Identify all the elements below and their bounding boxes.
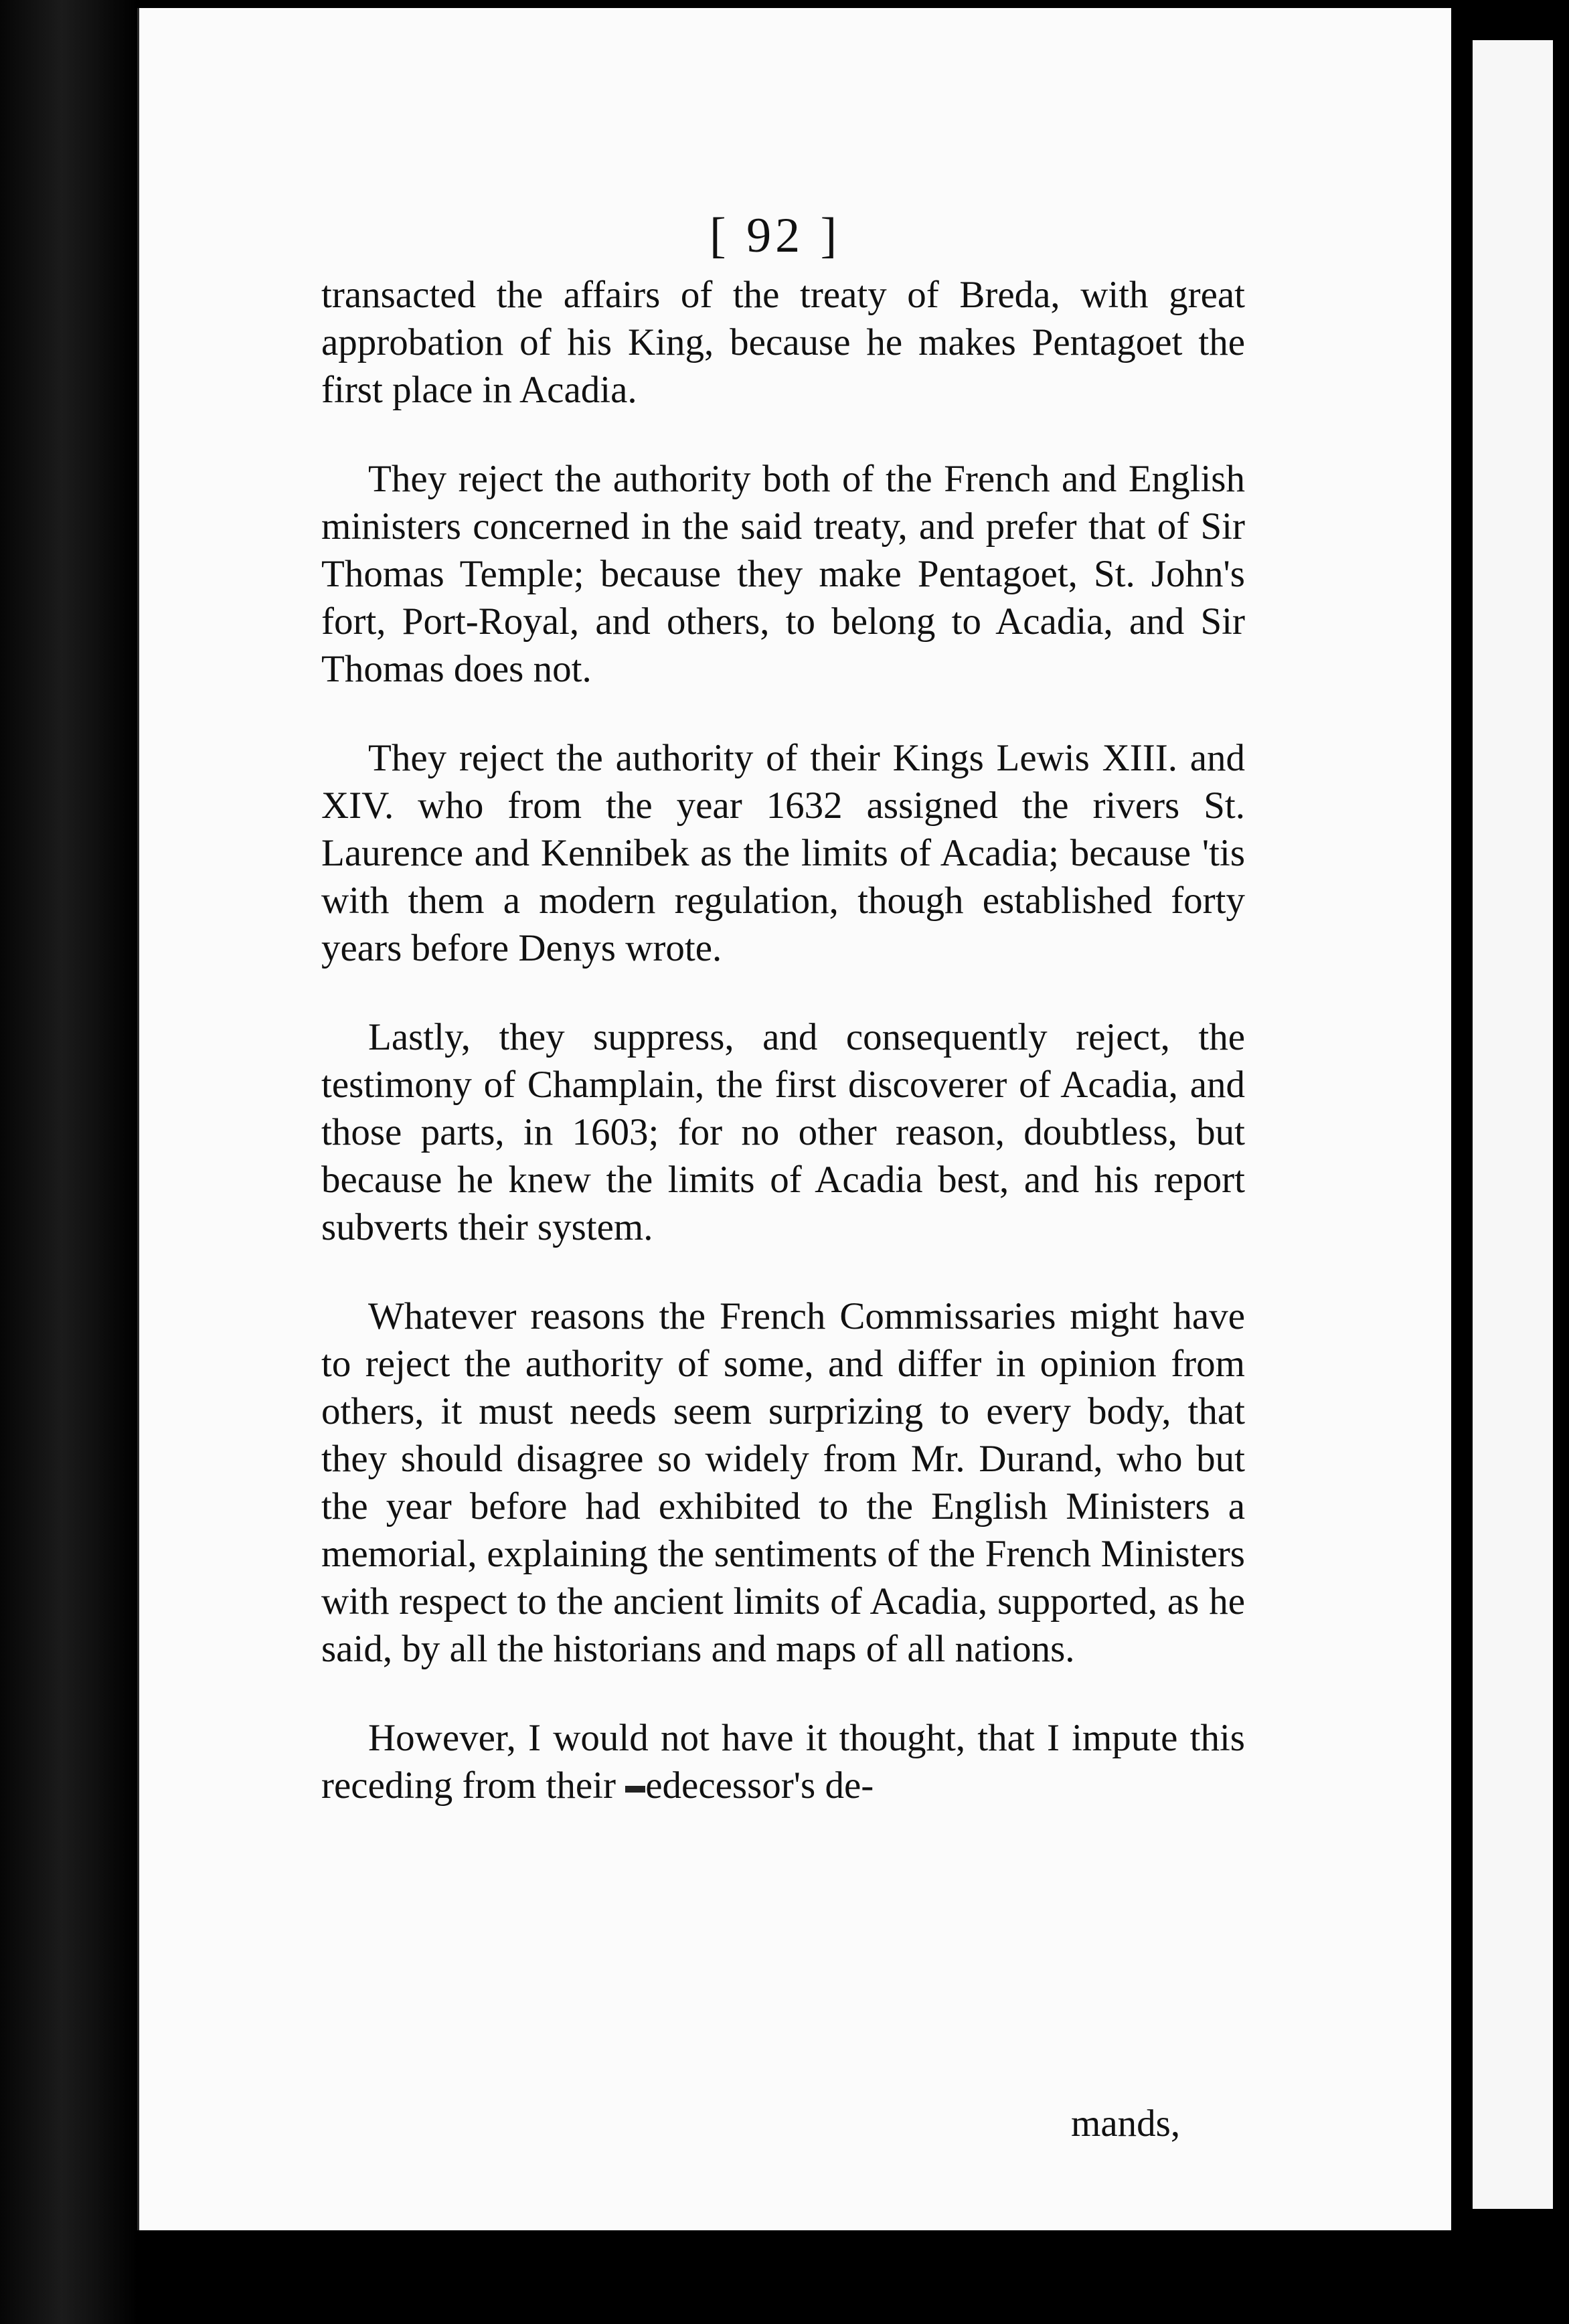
paragraph-3: They reject the authority of their Kings Lewis XIII. and XIV. who from the year 1632 assigned the rivers St. Laurence and Kennibek as the limits of Acadia; because 'tis with them a modern regulation, though established forty years before Denys wrote. [321, 737, 1245, 969]
ink-blot [625, 1786, 645, 1793]
paragraph-1: transacted the affairs of the treaty of Breda, with great approbation of his King, because he makes Pentagoet the first place in Acadia. [321, 274, 1245, 411]
body-text [321, 271, 1245, 1851]
paragraph-6-start: However, I would not have it thought, that I impute this receding from their [321, 1717, 1245, 1807]
book-binding-edge [0, 0, 137, 2324]
catchword: mands, [1071, 2102, 1181, 2145]
paragraph-4: Lastly, they suppress, and consequently reject, the testimony of Champlain, the first discoverer of Acadia, and those parts, in 1603; for no other reason, doubtless, but because he knew the limits of Acadia best, and his report subverts their system. [321, 1016, 1245, 1248]
scan-bottom-border [137, 2230, 1569, 2324]
paragraph-5: Whatever reasons the French Commissaries might have to reject the authority of some, and differ in opinion from others, it must needs seem surprizing to every body, that they should disagree so widely from Mr. Durand, who but the year before had exhibited to the English Ministers a memorial, explaining the sentiments of the French Ministers with respect to the ancient limits of Acadia, supported, as he said, by all the historians and maps of all nations. [321, 1295, 1245, 1670]
paragraph-2: They reject the authority both of the French and English ministers concerned in the said treaty, and prefer that of Sir Thomas Temple; because they make Pentagoet, St. John's fort, Port-Royal, and others, to belong to Acadia, and Sir Thomas does not. [321, 458, 1245, 690]
paragraph-6 [321, 1714, 1245, 1809]
paragraph-6-end: edecessor's de- [645, 1764, 874, 1807]
page-number: [ 92 ] [710, 208, 841, 263]
facing-page-edge [1473, 40, 1553, 2209]
gutter-shadow [1449, 0, 1473, 2324]
